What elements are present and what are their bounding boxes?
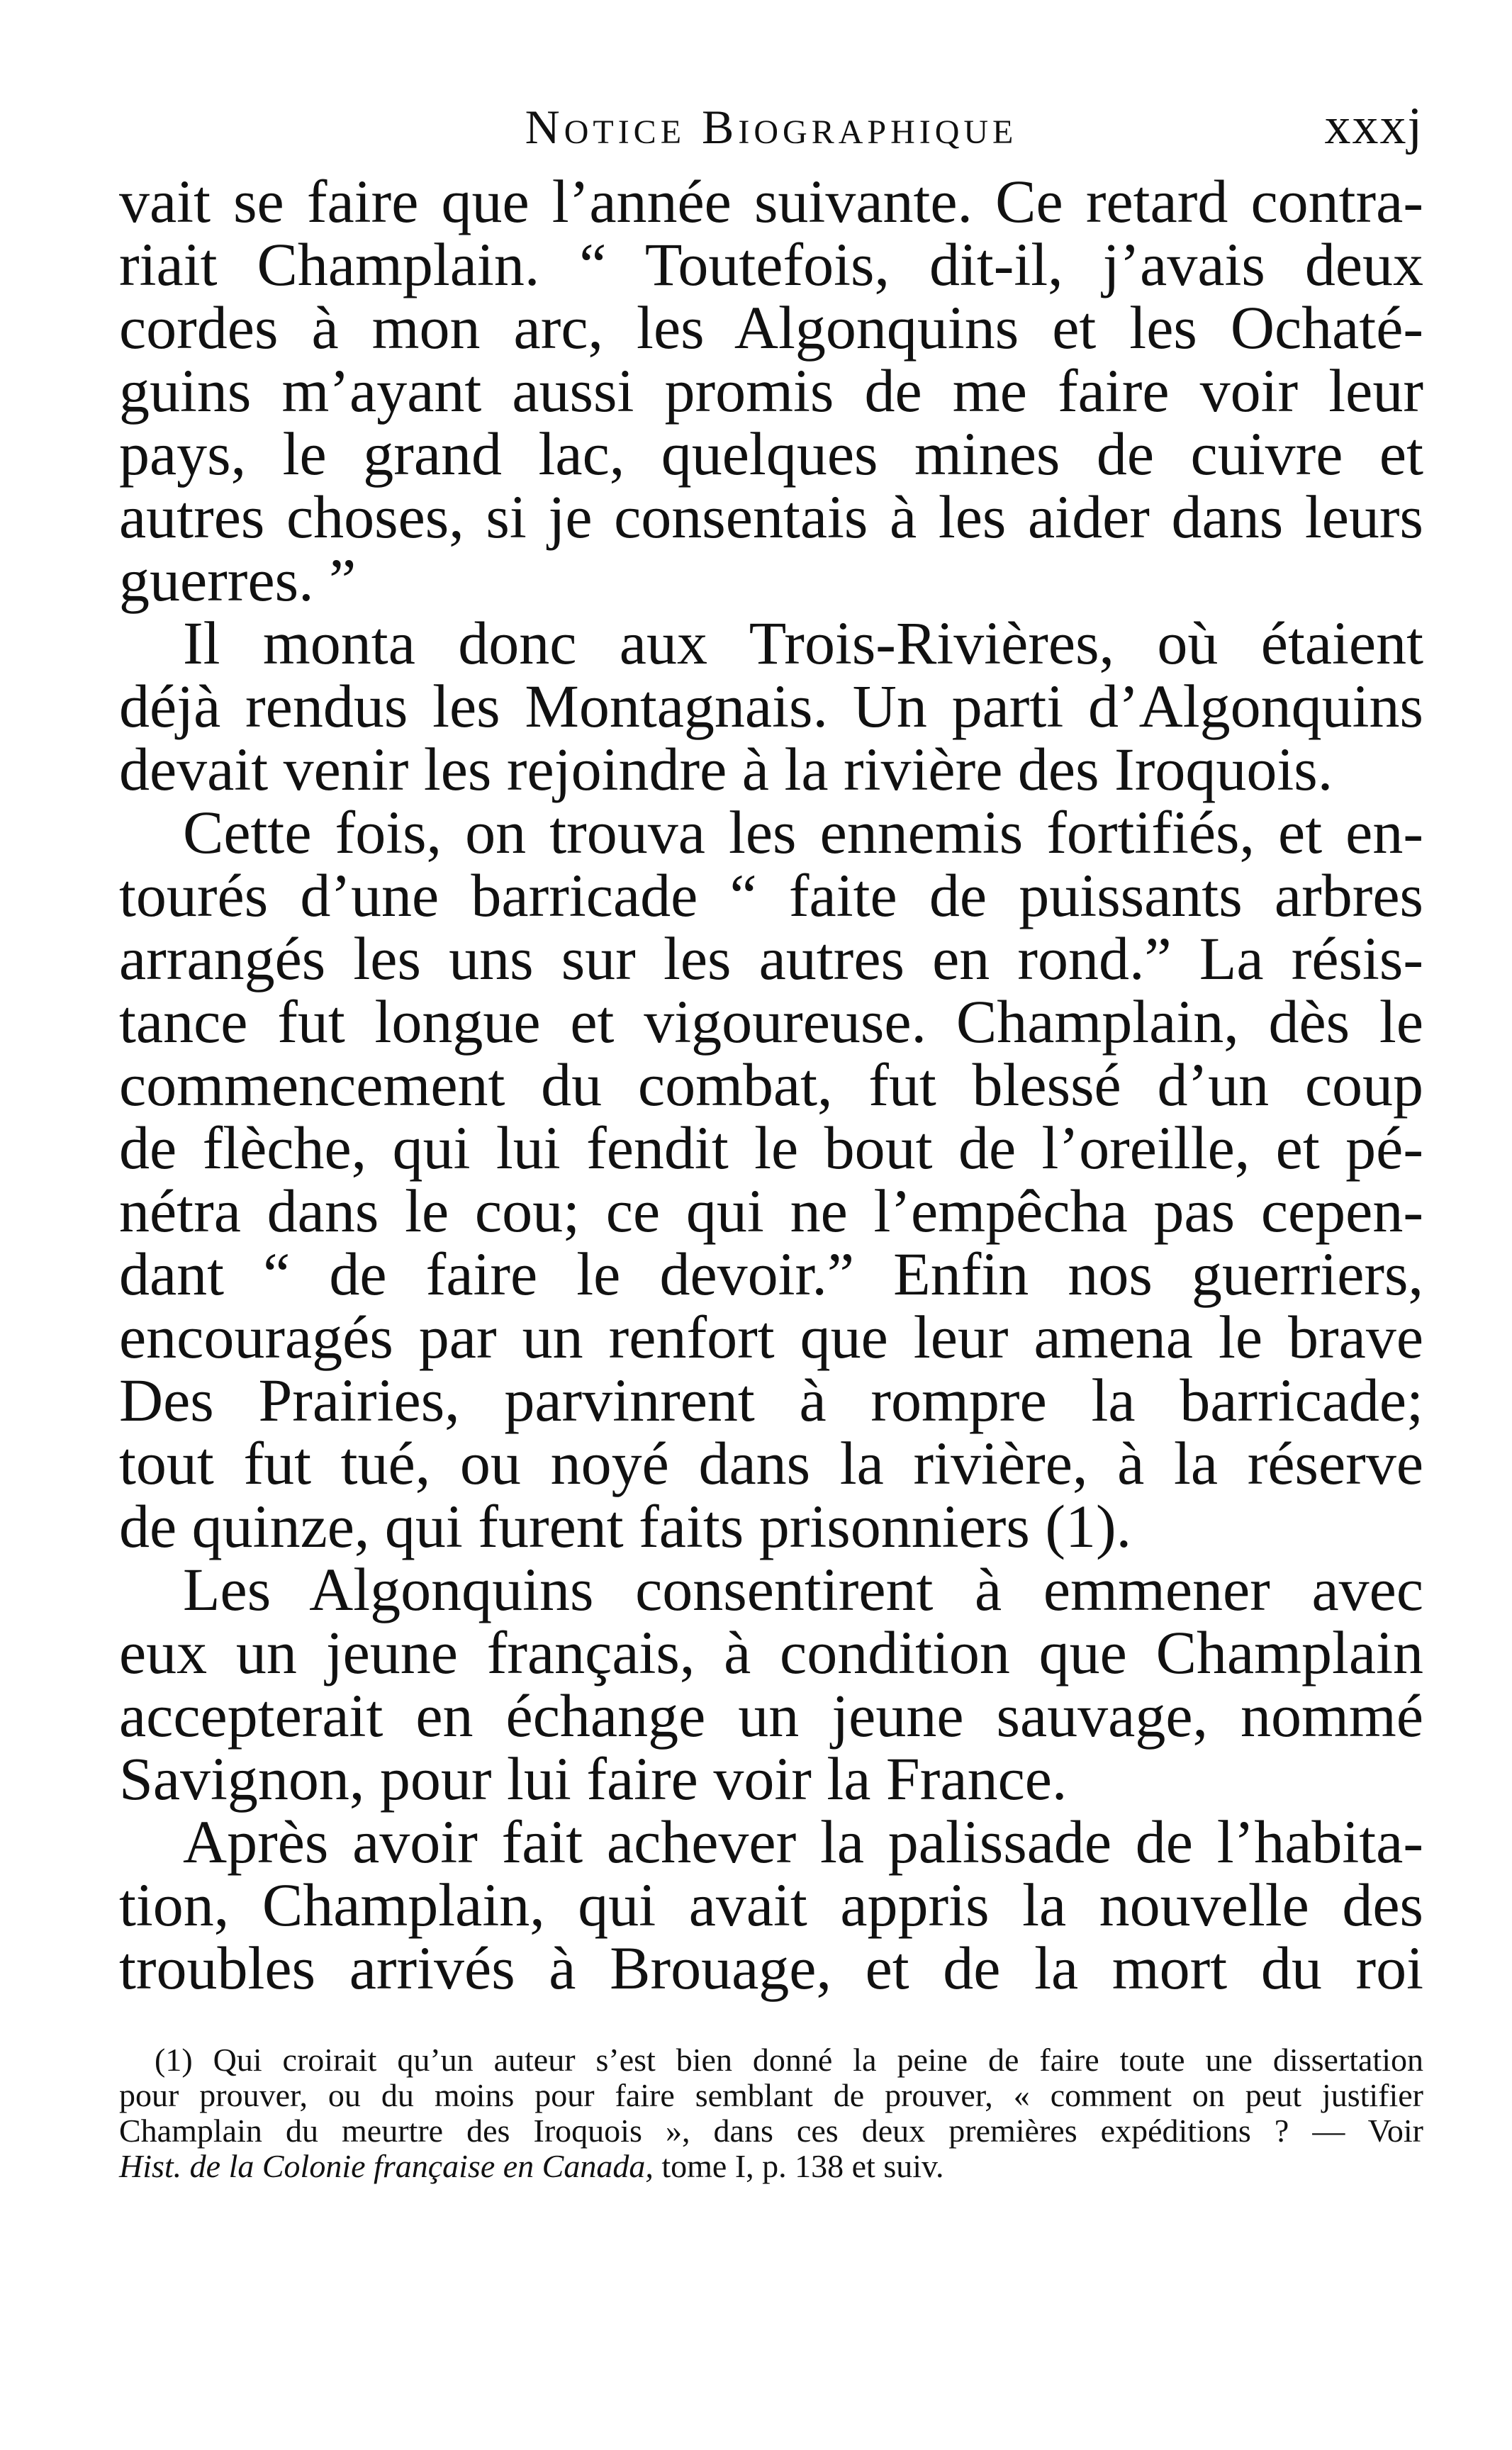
text-line: tourés d’une barricade “ faite de puissants arbres [119, 861, 1423, 929]
text-line: vait se faire que l’année suivante. Ce retard contra- [119, 167, 1423, 235]
text-line: accepterait en échange un jeune sauvage, nommé [119, 1682, 1423, 1750]
footnote-citation-title: Hist. de la Colonie française en Canada, [119, 2148, 654, 2184]
text-line: Cette fois, on trouva les ennemis fortifiés, et en- [183, 798, 1423, 866]
text-line: Des Prairies, parvinrent à rompre la barricade; [119, 1366, 1423, 1434]
book-page [119, 92, 1423, 2184]
text-line: commencement du combat, fut blessé d’un coup [119, 1051, 1423, 1119]
footnote-line: pour prouver, ou du moins pour faire semblant de prouver, « comment on peut justifier [119, 2077, 1423, 2113]
text-line: cordes à mon arc, les Algonquins et les Ochaté- [119, 293, 1423, 362]
footnote-line [119, 2149, 1423, 2184]
page-number: xxxj [1324, 97, 1423, 155]
footnote-citation-rest: tome I, p. 138 et suiv. [653, 2148, 944, 2184]
footnote-separator [119, 2000, 1423, 2042]
text-line: encouragés par un renfort que leur amena le brave [119, 1303, 1423, 1371]
text-line: déjà rendus les Montagnais. Un parti d’Algonquins [119, 672, 1423, 740]
text-line: riait Champlain. “ Toutefois, dit-il, j’avais deux [119, 230, 1423, 298]
text-line: dant “ de faire le devoir.” Enfin nos guerriers, [119, 1240, 1423, 1308]
text-line: tance fut longue et vigoureuse. Champlain, dès le [119, 988, 1423, 1056]
text-line: Savignon, pour lui faire voir la France. [119, 1745, 1068, 1813]
running-title: Notice Biographique [525, 100, 1018, 154]
text-line: troubles arrivés à Brouage, et de la mort du roi [119, 1934, 1423, 2002]
text-line: de quinze, qui furent faits prisonniers (1). [119, 1492, 1132, 1560]
text-line: de flèche, qui lui fendit le bout de l’oreille, et pé- [119, 1114, 1423, 1182]
body-text [119, 167, 1423, 2002]
text-line: nétra dans le cou; ce qui ne l’empêcha pas cepen- [119, 1177, 1423, 1245]
text-line: tout fut tué, ou noyé dans la rivière, à la réserve [119, 1429, 1423, 1497]
text-line: autres choses, si je consentais à les aider dans leurs [119, 483, 1423, 551]
footnote-line: Champlain du meurtre des Iroquois », dans ces deux premières expéditions ? — Voir [119, 2113, 1423, 2149]
footnote-line: (1) Qui croirait qu’un auteur s’est bien donné la peine de faire toute une dissertation [155, 2042, 1423, 2078]
text-line: eux un jeune français, à condition que Champlain [119, 1618, 1423, 1687]
text-line: Il monta donc aux Trois-Rivières, où étaient [183, 609, 1423, 677]
text-line: Après avoir fait achever la palissade de l’habita- [183, 1808, 1423, 1876]
footnote [119, 2042, 1423, 2184]
text-line: guins m’ayant aussi promis de me faire voir leur [119, 357, 1423, 425]
text-line: devait venir les rejoindre à la rivière des Iroquois. [119, 735, 1333, 803]
text-line: tion, Champlain, qui avait appris la nouvelle des [119, 1871, 1423, 1939]
text-line: guerres. ” [119, 546, 357, 614]
text-line: pays, le grand lac, quelques mines de cuivre et [119, 420, 1423, 488]
running-head [119, 92, 1423, 170]
text-line: arrangés les uns sur les autres en rond.” La résis- [119, 924, 1423, 992]
text-line: Les Algonquins consentirent à emmener avec [183, 1555, 1423, 1623]
